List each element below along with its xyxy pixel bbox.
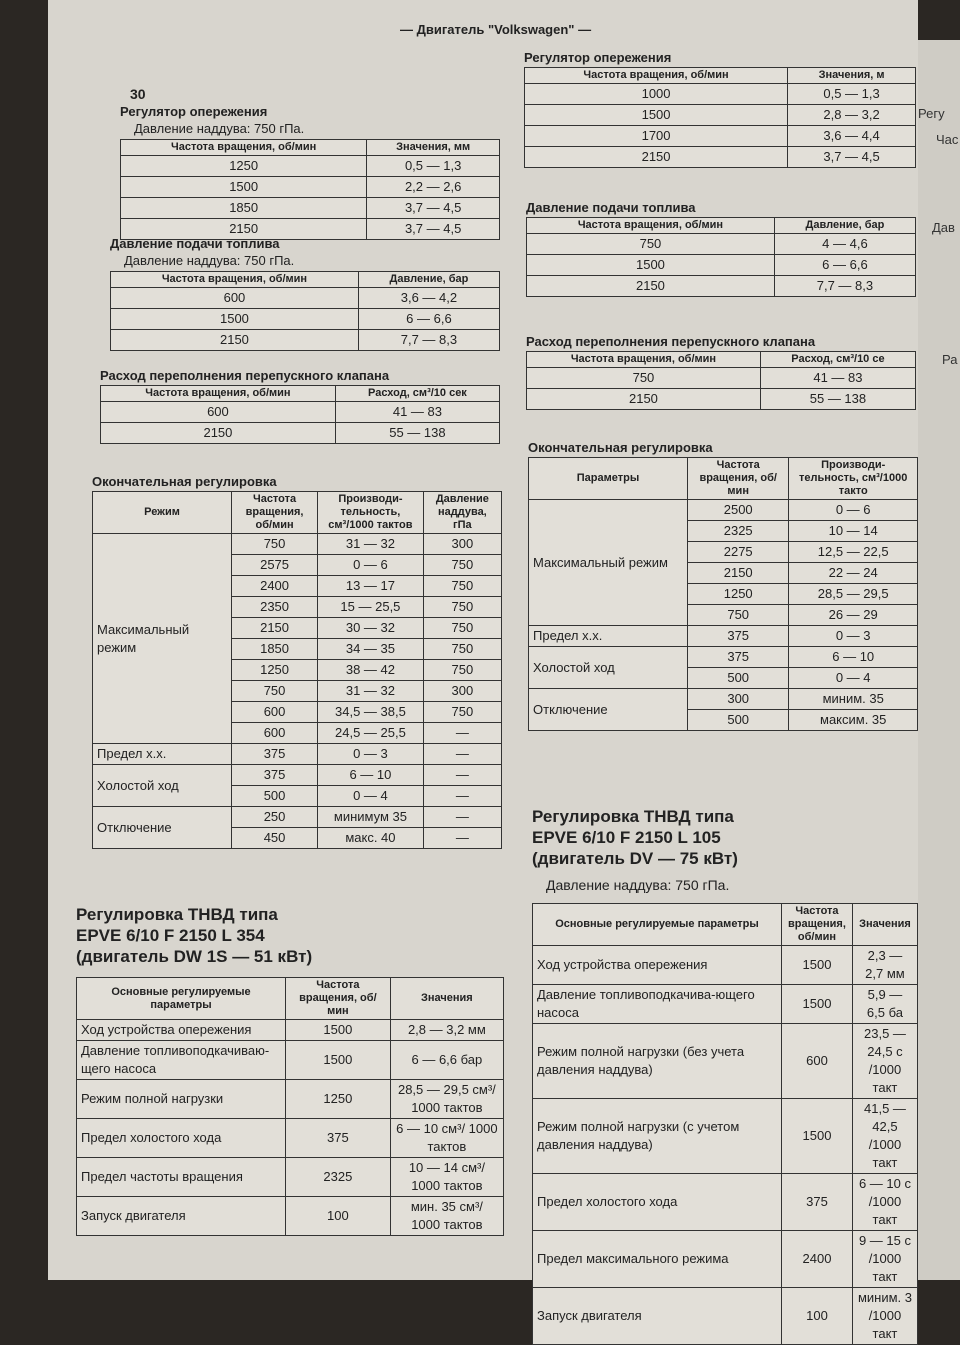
- table-cell: —: [423, 723, 501, 744]
- table-cell: 750: [423, 597, 501, 618]
- table-cell: 750: [423, 576, 501, 597]
- table-cell: максим. 35: [789, 710, 918, 731]
- col-header: Значения: [852, 904, 917, 946]
- table-cell: 6 — 10 с /1000 такт: [852, 1174, 917, 1231]
- table-cell: 375: [688, 626, 789, 647]
- col-header: Частота вращения, об/мин: [688, 458, 789, 500]
- col-header: Частота вращения, об/мин: [121, 140, 367, 156]
- data-table: [100, 385, 500, 444]
- col-header: Частота вращения, об/мин: [527, 352, 761, 368]
- col-header: Значения, мм: [367, 140, 500, 156]
- table-cell: 34,5 — 38,5: [318, 702, 424, 723]
- left-bypass-flow: [100, 368, 500, 444]
- table-cell: 3,6 — 4,4: [788, 126, 916, 147]
- col-header: Производи-тельность, см³/1000 такто: [789, 458, 918, 500]
- table-cell: 41 — 83: [760, 368, 915, 389]
- table-cell: 38 — 42: [318, 660, 424, 681]
- table-row: [121, 177, 500, 198]
- mode-cell: Предел х.х.: [529, 626, 688, 647]
- table-cell: 0,5 — 1,3: [788, 84, 916, 105]
- table-cell: 5,9 — 6,5 ба: [852, 985, 917, 1024]
- data-table: [532, 903, 918, 1345]
- table-cell: 2150: [111, 330, 359, 351]
- table-cell: 2325: [688, 521, 789, 542]
- table-cell: 2400: [782, 1231, 853, 1288]
- table-row: [93, 744, 502, 765]
- table-row: [529, 647, 918, 668]
- table-cell: миним. 3 /1000 такт: [852, 1288, 917, 1345]
- edge-text: Ра: [942, 352, 958, 367]
- data-table: [528, 457, 918, 731]
- table-cell: 750: [527, 234, 775, 255]
- table-cell: 4 — 4,6: [774, 234, 915, 255]
- table-cell: Запуск двигателя: [533, 1288, 782, 1345]
- table-cell: 2,8 — 3,2 мм: [390, 1020, 503, 1041]
- table-cell: 13 — 17: [318, 576, 424, 597]
- table-cell: макс. 40: [318, 828, 424, 849]
- table-cell: 2325: [286, 1158, 391, 1197]
- table-cell: 750: [423, 660, 501, 681]
- table-cell: 2150: [525, 147, 788, 168]
- table-cell: 750: [423, 618, 501, 639]
- table-row: [77, 1119, 504, 1158]
- table-cell: 6 — 6,6: [774, 255, 915, 276]
- table-row: [93, 765, 502, 786]
- table-cell: 6 — 6,6 бар: [390, 1041, 503, 1080]
- table-row: [533, 1099, 918, 1174]
- table-cell: 1700: [525, 126, 788, 147]
- table-cell: 28,5 — 29,5 см³/ 1000 тактов: [390, 1080, 503, 1119]
- left-fuel-pressure: [110, 236, 500, 351]
- table-cell: 750: [232, 534, 318, 555]
- section-title: Давление подачи топлива: [526, 200, 696, 215]
- table-cell: 2275: [688, 542, 789, 563]
- table-cell: 0 — 4: [789, 668, 918, 689]
- table-cell: Предел максимального режима: [533, 1231, 782, 1288]
- table-cell: 26 — 29: [789, 605, 918, 626]
- data-table: [110, 271, 500, 351]
- table-cell: Ход устройства опережения: [77, 1020, 286, 1041]
- running-header: — Двигатель "Volkswagen" —: [400, 22, 592, 37]
- table-cell: 30 — 32: [318, 618, 424, 639]
- table-cell: 100: [782, 1288, 853, 1345]
- table-cell: 300: [688, 689, 789, 710]
- table-cell: 0,5 — 1,3: [367, 156, 500, 177]
- left-final-adjustment: [92, 474, 502, 849]
- col-header: Значения, м: [788, 68, 916, 84]
- table-row: [525, 126, 916, 147]
- section-heading: (двигатель DW 1S — 51 кВт): [76, 947, 313, 966]
- table-cell: 500: [688, 710, 789, 731]
- table-cell: —: [423, 828, 501, 849]
- table-cell: 750: [423, 555, 501, 576]
- table-cell: 15 — 25,5: [318, 597, 424, 618]
- table-cell: 2,3 — 2,7 мм: [852, 946, 917, 985]
- section-heading: Регулировка ТНВД типа: [76, 905, 278, 924]
- section-subtitle: Давление наддува: 750 гПа.: [134, 121, 305, 136]
- col-header: Частота вращения, об/мин: [527, 218, 775, 234]
- table-row: [533, 1288, 918, 1345]
- table-row: [77, 1080, 504, 1119]
- table-cell: 2,2 — 2,6: [367, 177, 500, 198]
- table-cell: 1500: [782, 985, 853, 1024]
- table-row: [93, 807, 502, 828]
- table-row: [93, 534, 502, 555]
- table-row: [77, 1041, 504, 1080]
- table-cell: 100: [286, 1197, 391, 1236]
- col-header: Частота вращения, об/мин: [525, 68, 788, 84]
- table-cell: 375: [782, 1174, 853, 1231]
- table-cell: 1500: [121, 177, 367, 198]
- table-cell: 375: [688, 647, 789, 668]
- section-title: Регулятор опережения: [120, 104, 268, 119]
- table-row: [527, 389, 916, 410]
- table-cell: 6 — 6,6: [358, 309, 499, 330]
- mode-cell: Холостой ход: [529, 647, 688, 689]
- table-cell: 2150: [232, 618, 318, 639]
- table-row: [527, 276, 916, 297]
- table-cell: 12,5 — 22,5: [789, 542, 918, 563]
- table-cell: 1500: [525, 105, 788, 126]
- table-cell: —: [423, 744, 501, 765]
- table-row: [525, 105, 916, 126]
- table-cell: 1000: [525, 84, 788, 105]
- page-number: 30: [130, 86, 146, 102]
- col-header: Значения: [390, 978, 503, 1020]
- table-cell: 0 — 4: [318, 786, 424, 807]
- col-header: Частота вращения, об/мин: [782, 904, 853, 946]
- table-cell: 3,7 — 4,5: [367, 219, 500, 240]
- table-row: [121, 156, 500, 177]
- data-table: [76, 977, 504, 1236]
- table-cell: 300: [423, 681, 501, 702]
- table-row: [525, 147, 916, 168]
- table-cell: 2150: [121, 219, 367, 240]
- table-cell: 34 — 35: [318, 639, 424, 660]
- col-header: Частота вращения, об/мин: [286, 978, 391, 1020]
- table-cell: 300: [423, 534, 501, 555]
- table-cell: 1250: [121, 156, 367, 177]
- right-final-adjustment: [528, 440, 918, 731]
- table-cell: —: [423, 807, 501, 828]
- table-cell: 6 — 10 см³/ 1000 тактов: [390, 1119, 503, 1158]
- section-heading: Регулировка ТНВД типа: [532, 807, 734, 826]
- table-row: [527, 368, 916, 389]
- section-title: Окончательная регулировка: [528, 440, 713, 455]
- table-row: [111, 288, 500, 309]
- table-row: [527, 255, 916, 276]
- table-cell: Предел холостого хода: [533, 1174, 782, 1231]
- table-cell: 1250: [688, 584, 789, 605]
- col-header: Основные регулируемые параметры: [533, 904, 782, 946]
- table-cell: Режим полной нагрузки (с учетом давления наддува): [533, 1099, 782, 1174]
- table-cell: 24,5 — 25,5: [318, 723, 424, 744]
- table-row: [101, 423, 500, 444]
- table-row: [529, 689, 918, 710]
- table-cell: Запуск двигателя: [77, 1197, 286, 1236]
- table-cell: 55 — 138: [335, 423, 499, 444]
- col-header: Производи-тельность, см³/1000 тактов: [318, 492, 424, 534]
- table-cell: 500: [232, 786, 318, 807]
- table-row: [529, 626, 918, 647]
- table-cell: 600: [111, 288, 359, 309]
- table-cell: 0 — 6: [789, 500, 918, 521]
- table-row: [525, 84, 916, 105]
- table-cell: 1850: [232, 639, 318, 660]
- mode-cell: Холостой ход: [93, 765, 232, 807]
- right-advance-regulator: [524, 50, 916, 168]
- table-cell: 2150: [527, 389, 761, 410]
- table-cell: 2500: [688, 500, 789, 521]
- table-cell: 0 — 6: [318, 555, 424, 576]
- table-cell: Ход устройства опережения: [533, 946, 782, 985]
- col-header: Давление, бар: [358, 272, 499, 288]
- table-cell: 10 — 14: [789, 521, 918, 542]
- table-cell: 0 — 3: [789, 626, 918, 647]
- right-bypass-flow: [526, 334, 916, 410]
- table-cell: 2400: [232, 576, 318, 597]
- mode-cell: Максимальный режим: [529, 500, 688, 626]
- table-cell: Режим полной нагрузки (без учета давления наддува): [533, 1024, 782, 1099]
- table-cell: 1250: [286, 1080, 391, 1119]
- section-title: Расход переполнения перепускного клапана: [100, 368, 390, 383]
- table-cell: 22 — 24: [789, 563, 918, 584]
- table-cell: 6 — 10: [789, 647, 918, 668]
- table-row: [101, 402, 500, 423]
- data-table: [526, 351, 916, 410]
- table-cell: 375: [232, 744, 318, 765]
- table-cell: Предел холостого хода: [77, 1119, 286, 1158]
- table-cell: 7,7 — 8,3: [358, 330, 499, 351]
- section-subtitle: Давление наддува: 750 гПа.: [124, 253, 295, 268]
- section-subtitle: Давление наддува: 750 гПа.: [546, 877, 730, 893]
- table-row: [529, 500, 918, 521]
- data-table: [526, 217, 916, 297]
- right-fuel-pressure: [526, 200, 916, 297]
- table-row: [111, 330, 500, 351]
- table-cell: 600: [232, 702, 318, 723]
- table-cell: 1500: [111, 309, 359, 330]
- col-header: Основные регулируемые параметры: [77, 978, 286, 1020]
- edge-text: Регу: [918, 106, 945, 121]
- mode-cell: Максимальный режим: [93, 534, 232, 744]
- left-advance-regulator: [120, 104, 500, 240]
- section-title: Окончательная регулировка: [92, 474, 277, 489]
- table-cell: 750: [688, 605, 789, 626]
- table-row: [533, 985, 918, 1024]
- table-cell: Давление топливоподкачиваю-щего насоса: [77, 1041, 286, 1080]
- table-cell: 55 — 138: [760, 389, 915, 410]
- col-header: Давление наддува, гПа: [423, 492, 501, 534]
- table-cell: минимум 35: [318, 807, 424, 828]
- table-row: [111, 309, 500, 330]
- col-header: Расход, см³/10 сек: [335, 386, 499, 402]
- right-tnvd-section: [532, 806, 918, 1345]
- table-cell: 1500: [782, 1099, 853, 1174]
- data-table: [92, 491, 502, 849]
- col-header: Режим: [93, 492, 232, 534]
- table-row: [77, 1020, 504, 1041]
- table-cell: миним. 35: [789, 689, 918, 710]
- table-cell: 9 — 15 с /1000 такт: [852, 1231, 917, 1288]
- table-cell: 2150: [527, 276, 775, 297]
- table-cell: 3,6 — 4,2: [358, 288, 499, 309]
- mode-cell: Предел х.х.: [93, 744, 232, 765]
- table-cell: —: [423, 765, 501, 786]
- table-cell: Режим полной нагрузки: [77, 1080, 286, 1119]
- mode-cell: Отключение: [93, 807, 232, 849]
- data-table: [120, 139, 500, 240]
- col-header: Частота вращения, об/мин: [101, 386, 336, 402]
- table-row: [533, 1024, 918, 1099]
- col-header: Параметры: [529, 458, 688, 500]
- table-cell: 500: [688, 668, 789, 689]
- table-cell: 31 — 32: [318, 534, 424, 555]
- table-cell: 750: [423, 639, 501, 660]
- col-header: Давление, бар: [774, 218, 915, 234]
- table-cell: 28,5 — 29,5: [789, 584, 918, 605]
- table-cell: 2575: [232, 555, 318, 576]
- table-cell: 1500: [527, 255, 775, 276]
- table-cell: 750: [423, 702, 501, 723]
- edge-text: Дав: [932, 220, 955, 235]
- table-cell: 2150: [101, 423, 336, 444]
- section-title: Расход переполнения перепускного клапана: [526, 334, 816, 349]
- table-cell: 0 — 3: [318, 744, 424, 765]
- section-heading: EPVE 6/10 F 2150 L 354: [76, 926, 265, 945]
- table-cell: 1250: [232, 660, 318, 681]
- table-cell: 600: [782, 1024, 853, 1099]
- table-cell: 3,7 — 4,5: [367, 198, 500, 219]
- table-cell: —: [423, 786, 501, 807]
- table-cell: 2150: [688, 563, 789, 584]
- table-row: [533, 946, 918, 985]
- table-cell: Предел частоты вращения: [77, 1158, 286, 1197]
- data-table: [524, 67, 916, 168]
- table-cell: 600: [232, 723, 318, 744]
- table-cell: 750: [527, 368, 761, 389]
- table-cell: 2,8 — 3,2: [788, 105, 916, 126]
- table-cell: 1500: [782, 946, 853, 985]
- table-cell: 3,7 — 4,5: [788, 147, 916, 168]
- table-cell: 1500: [286, 1020, 391, 1041]
- mode-cell: Отключение: [529, 689, 688, 731]
- section-heading: (двигатель DV — 75 кВт): [532, 849, 738, 868]
- table-cell: 375: [232, 765, 318, 786]
- table-row: [527, 234, 916, 255]
- table-cell: 450: [232, 828, 318, 849]
- table-cell: 1500: [286, 1041, 391, 1080]
- table-cell: 375: [286, 1119, 391, 1158]
- table-cell: 10 — 14 см³/ 1000 тактов: [390, 1158, 503, 1197]
- table-row: [77, 1197, 504, 1236]
- section-title: Регулятор опережения: [524, 50, 672, 65]
- edge-text: Час: [936, 132, 959, 147]
- table-row: [533, 1231, 918, 1288]
- table-cell: 600: [101, 402, 336, 423]
- left-tnvd-section: [76, 904, 504, 1236]
- table-cell: 250: [232, 807, 318, 828]
- table-row: [77, 1158, 504, 1197]
- table-cell: Давление топливоподкачива-ющего насоса: [533, 985, 782, 1024]
- table-cell: 31 — 32: [318, 681, 424, 702]
- table-cell: 41 — 83: [335, 402, 499, 423]
- col-header: Расход, см³/10 се: [760, 352, 915, 368]
- table-row: [533, 1174, 918, 1231]
- table-cell: мин. 35 см³/ 1000 тактов: [390, 1197, 503, 1236]
- table-cell: 41,5 — 42,5 /1000 такт: [852, 1099, 917, 1174]
- col-header: Частота вращения, об/мин: [111, 272, 359, 288]
- table-cell: 7,7 — 8,3: [774, 276, 915, 297]
- table-cell: 2350: [232, 597, 318, 618]
- table-cell: 750: [232, 681, 318, 702]
- table-cell: 1850: [121, 198, 367, 219]
- table-row: [121, 198, 500, 219]
- col-header: Частота вращения, об/мин: [232, 492, 318, 534]
- table-cell: 6 — 10: [318, 765, 424, 786]
- section-heading: EPVE 6/10 F 2150 L 105: [532, 828, 721, 847]
- section-title: Давление подачи топлива: [110, 236, 280, 251]
- table-cell: 23,5 — 24,5 с /1000 такт: [852, 1024, 917, 1099]
